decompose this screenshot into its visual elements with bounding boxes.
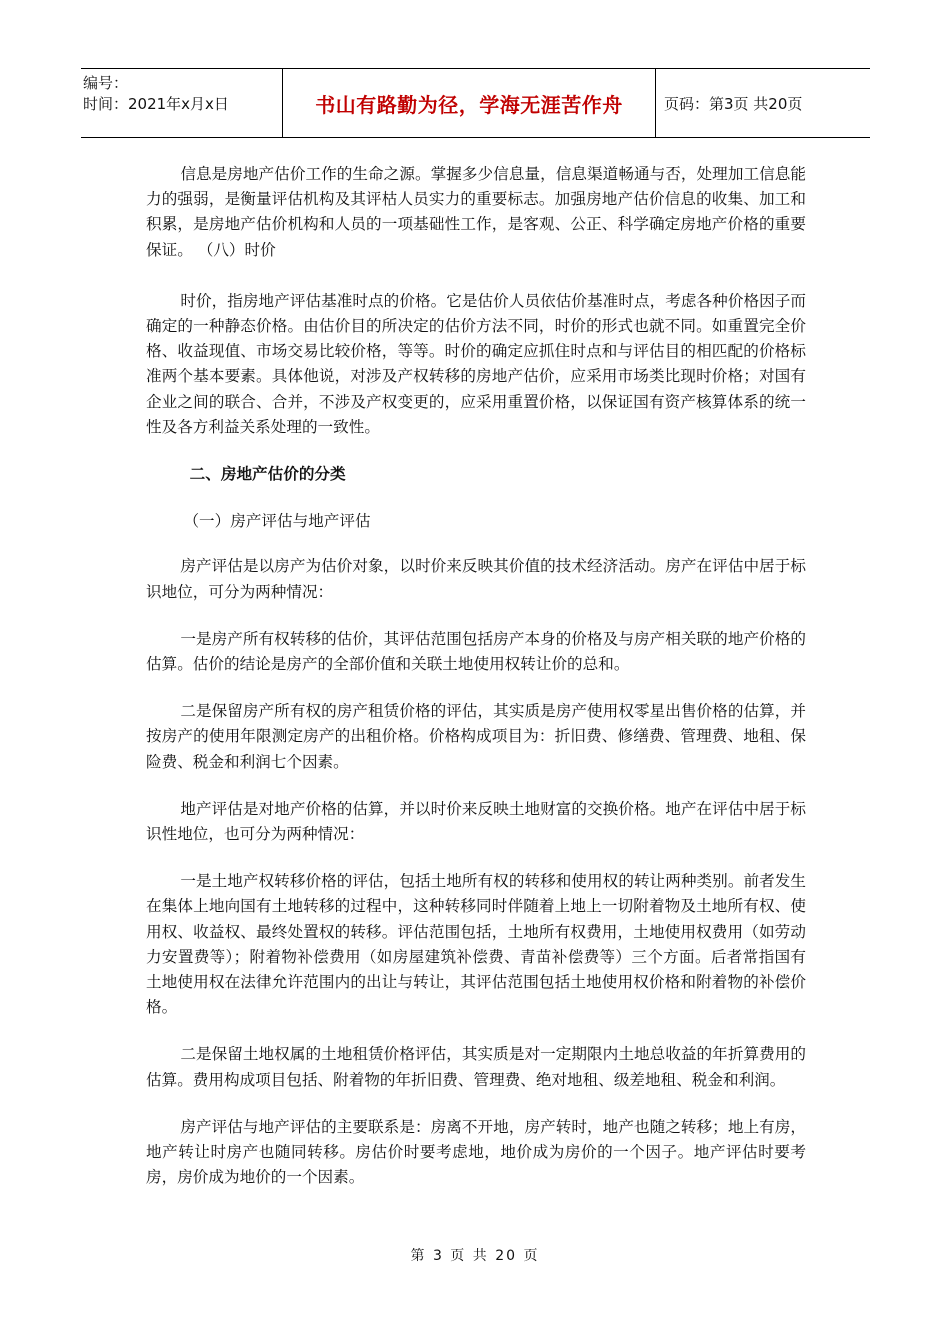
paragraph: 房产评估是以房产为估价对象，以时价来反映其价值的技术经济活动。房产在评估中居于标识地位，可分为两种情况：: [146, 557, 806, 601]
paragraph: 房产评估与地产评估的主要联系是：房离不开地，房产转时，地产也随之转移；地上有房，地产转让时房产也随同转移。房估价时要考虑地，地价成为房价的一个因子。地产评估时要考房，房价成为地价的一个因素。: [146, 1117, 806, 1187]
header-info-cell: [81, 69, 283, 137]
paragraph: 地产评估是对地产价格的估算，并以时价来反映土地财富的交换价格。地产在评估中居于标识性地位，也可分为两种情况：: [146, 799, 806, 844]
page-footer: 第 3 页 共 20 页: [410, 1248, 540, 1264]
paragraph: 二是保留房产所有权的房产租赁价格的评估，其实质是房产使用权零星出售价格的估算，并按房产的使用年限测定房产的出租价格。价格构成项目为：折旧费、修缮费、管理费、地租、保险费、税金和利润七个因素。: [146, 702, 806, 771]
doc-number-label: 编号：: [83, 74, 129, 92]
paragraph: 时价，指房地产评估基准时点的价格。它是估价人员依估价基准时点，考虑各种价格因子而确定的一种静态价格。由估价目的所决定的估价方法不同，时价的形式也就不同。如重置完全价格、收益现值、市场交易比较价格，等等。时价的确定应抓住时点和与评估目的相匹配的价格标准两个基本要素。具体他说，对涉及产权转移的房地产估价，应采用市场类比现时价格；对国有企业之间的联合、合并，不涉及产权变更的，应采用重置价格，以保证国有资产核算体系的统一性及各方利益关系处理的一致性。: [146, 291, 806, 436]
paragraph: 一是房产所有权转移的估价，其评估范围包括房产本身的价格及与房产相关联的地产价格的估算。估价的结论是房产的全部价值和关联土地使用权转让价的总和。: [146, 629, 806, 674]
header-motto: 书山有路勤为径，学海无涯苦作舟: [315, 92, 623, 117]
document-body: [146, 162, 806, 1213]
header-page-cell: [656, 69, 870, 137]
subsection-heading: （一）房产评估与地产评估: [183, 512, 371, 531]
paragraph: 二是保留土地权属的土地租赁价格评估，其实质是对一定期限内土地总收益的年折算费用的估算。费用构成项目包括、附着物的年折旧费、管理费、绝对地租、级差地租、税金和利润。: [146, 1045, 806, 1089]
header-motto-cell: [283, 69, 656, 137]
paragraph: 信息是房地产估价工作的生命之源。掌握多少信息量，信息渠道畅通与否，处理加工信息能力的强弱，是衡量评估机构及其评枯人员实力的重要标志。加强房地产估价信息的收集、加工和积累，是房地产估价机构和人员的一项基础性工作，是客观、公正、科学确定房地产价格的重要保证。 （八）时价: [146, 165, 806, 259]
doc-time-label: 时间：2021年x月x日: [83, 95, 229, 113]
section-heading: 二、房地产估价的分类: [189, 465, 346, 484]
header-page-label: 页码：第3页 共20页: [664, 94, 803, 113]
paragraph: 一是土地产权转移价格的评估，包括土地所有权的转移和使用权的转让两种类别。前者发生在集体上地向国有土地转移的过程中，这种转移同时伴随着上地上一切附着物及土地所有权、使用权、收益权、最终处置权的转移。评估范围包括，土地所有权费用，土地使用权费用（如劳动力安置费等）；附着物补偿费用（如房屋建筑补偿费、青苗补偿费等）三个方面。后者常指国有土地使用权在法律允许范围内的出让与转让，其评估范围包括土地使用权价格和附着物的补偿价格。: [146, 872, 806, 1017]
page-header: [81, 68, 870, 138]
